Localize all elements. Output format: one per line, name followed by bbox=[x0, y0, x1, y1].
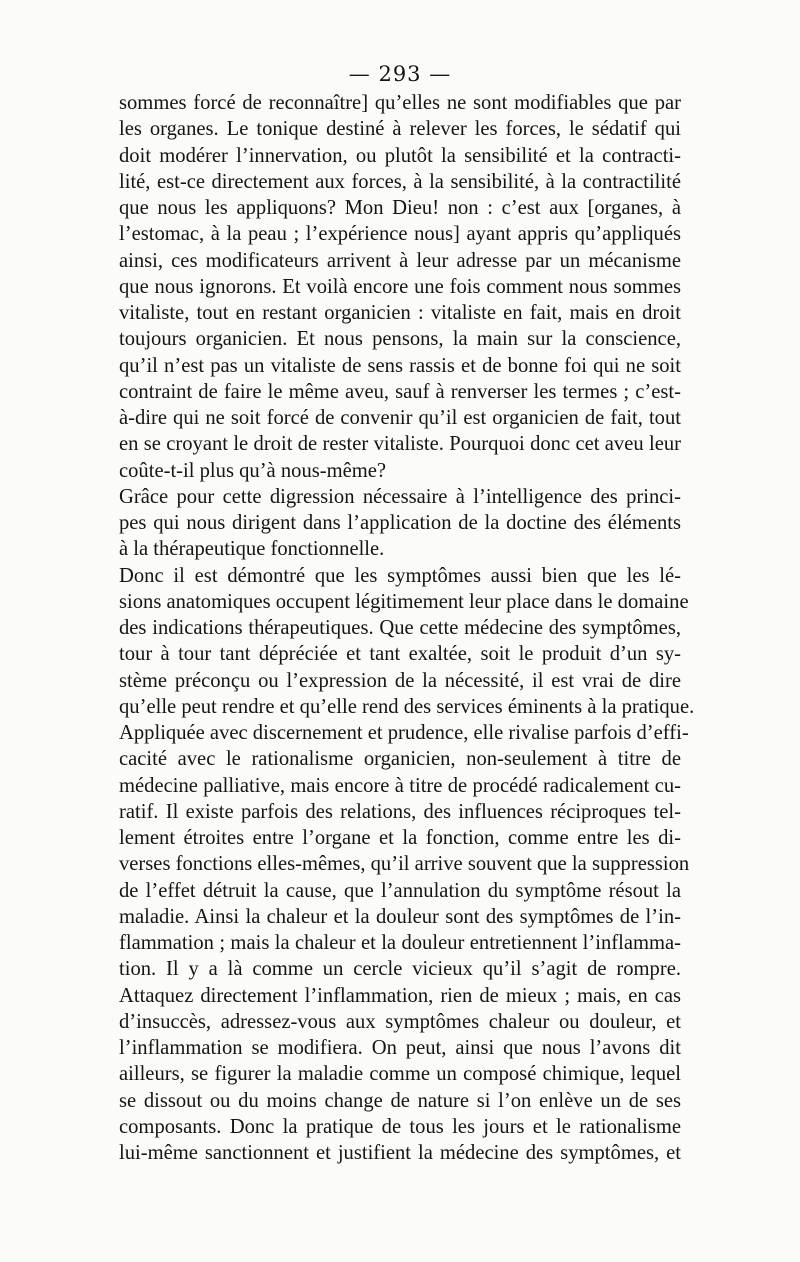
text-line: lui-même sanctionnent et justifient la médecine des symptômes, et bbox=[119, 1142, 681, 1164]
text-line: doit modérer l’innervation, ou plutôt la sensibilité et la contracti- bbox=[119, 144, 681, 167]
text-line: Donc il est démontré que les symptômes aussi bien que les lé- bbox=[119, 564, 681, 587]
text-line: lement étroites entre l’organe et la fonction, comme entre les di- bbox=[119, 827, 681, 849]
text-line: lité, est-ce directement aux forces, à la sensibilité, à la contractilité bbox=[119, 170, 681, 193]
text-line: contraint de faire le même aveu, sauf à renverser les termes ; c’est- bbox=[119, 380, 681, 403]
text-line: à-dire qui ne soit forcé de convenir qu’il est organicien de fait, tout bbox=[119, 407, 681, 429]
text-line: d’insuccès, adressez-vous aux symptômes chaleur ou douleur, et bbox=[119, 1010, 681, 1033]
text-line: à la thérapeutique fonctionnelle. bbox=[119, 538, 385, 561]
text-line: ainsi, ces modificateurs arrivent à leur adresse par un mécanisme bbox=[119, 249, 681, 272]
text-line: ratif. Il existe parfois des relations, des influences réciproques tel- bbox=[119, 800, 681, 823]
text-line: coûte-t-il plus qu’à nous-même? bbox=[119, 459, 387, 482]
text-line: médecine palliative, mais encore à titre de procédé radicalement cu- bbox=[119, 774, 681, 797]
text-line: toujours organicien. Et nous pensons, la main sur la conscience, bbox=[119, 328, 681, 351]
text-line: composants. Donc la pratique de tous les jours et le rationalisme bbox=[119, 1115, 681, 1138]
text-line: sommes forcé de reconnaître] qu’elles ne sont modifiables que par bbox=[119, 92, 681, 114]
text-line: qu’elle peut rendre et qu’elle rend des services éminents à la pratique. bbox=[119, 695, 695, 718]
text-line: que nous ignorons. Et voilà encore une fois comment nous sommes bbox=[119, 275, 681, 298]
text-line: ailleurs, se figurer la maladie comme un composé chimique, lequel bbox=[119, 1063, 681, 1086]
text-line: de l’effet détruit la cause, que l’annulation du symptôme résout la bbox=[119, 879, 681, 902]
page-number: — 293 — bbox=[348, 62, 452, 86]
text-line: cacité avec le rationalisme organicien, non-seulement à titre de bbox=[119, 748, 681, 771]
text-line: en se croyant le droit de rester vitaliste. Pourquoi donc cet aveu leur bbox=[119, 433, 681, 456]
text-line: les organes. Le tonique destiné à relever les forces, le sédatif qui bbox=[119, 118, 681, 141]
text-line: se dissout ou du moins change de nature si l’on enlève un de ses bbox=[119, 1089, 681, 1112]
text-line: tion. Il y a là comme un cercle vicieux qu’il s’agit de rompre. bbox=[119, 958, 681, 981]
text-line: Attaquez directement l’inflammation, rien de mieux ; mais, en cas bbox=[119, 984, 681, 1007]
text-line: qu’il n’est pas un vitaliste de sens rassis et de bonne foi qui ne soit bbox=[119, 354, 681, 377]
text-line: stème préconçu ou l’expression de la nécessité, il est vrai de dire bbox=[119, 669, 681, 692]
text-line: des indications thérapeutiques. Que cette médecine des symptômes, bbox=[119, 617, 681, 639]
text-line: Appliquée avec discernement et prudence, elle rivalise parfois d’effi- bbox=[119, 722, 689, 744]
text-line: l’inflammation se modifiera. On peut, ainsi que nous l’avons dit bbox=[119, 1037, 681, 1059]
text-line: l’estomac, à la peau ; l’expérience nous] ayant appris qu’appliqués bbox=[119, 223, 681, 246]
text-line: flammation ; mais la chaleur et la douleur entretiennent l’inflamma- bbox=[119, 932, 681, 954]
text-line: que nous les appliquons? Mon Dieu! non : c’est aux [organes, à bbox=[119, 197, 681, 219]
text-line: maladie. Ainsi la chaleur et la douleur sont des symptômes de l’in- bbox=[119, 905, 681, 928]
text-line: sions anatomiques occupent légitimement leur place dans le domaine bbox=[119, 590, 689, 613]
body-text bbox=[119, 90, 695, 1166]
text-line: tour à tour tant dépréciée et tant exaltée, soit le produit d’un sy- bbox=[119, 643, 681, 666]
text-line: verses fonctions elles-mêmes, qu’il arrive souvent que la suppression bbox=[119, 853, 690, 876]
text-line: pes qui nous dirigent dans l’application de la doctine des éléments bbox=[119, 512, 681, 534]
text-line: Grâce pour cette digression nécessaire à l’intelligence des princi- bbox=[119, 485, 681, 508]
text-line: vitaliste, tout en restant organicien : vitaliste en fait, mais en droit bbox=[119, 302, 681, 324]
